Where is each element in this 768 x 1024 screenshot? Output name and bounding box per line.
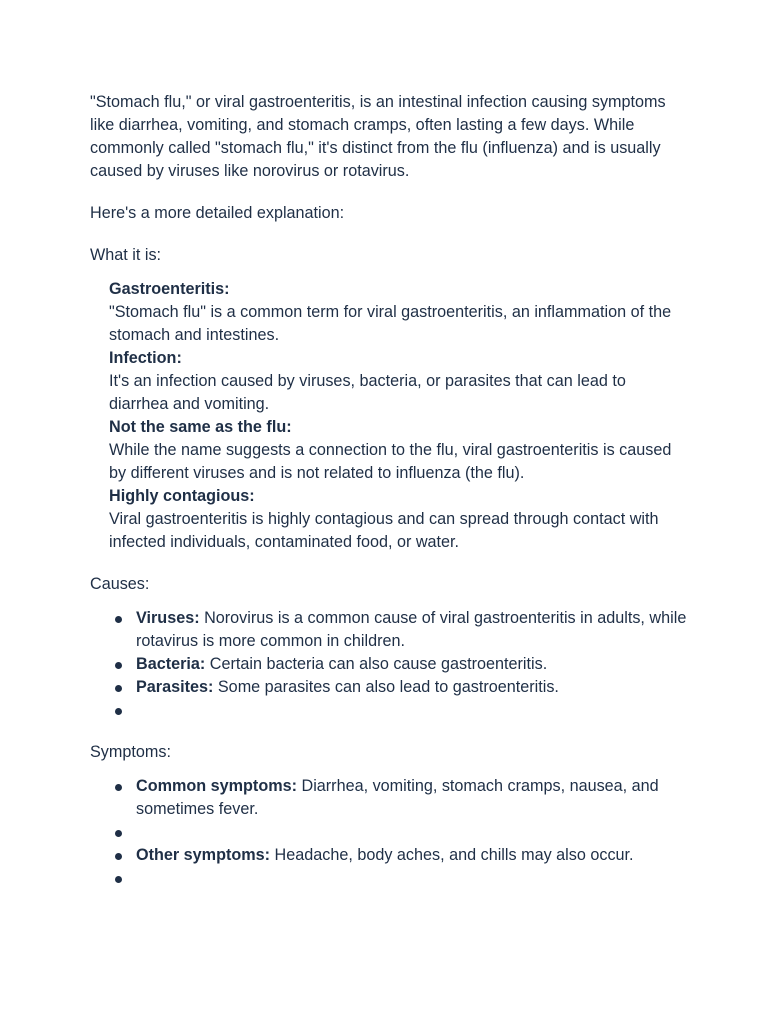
list-item bbox=[90, 844, 690, 867]
list-item-term: Parasites: bbox=[136, 678, 214, 696]
list-item-text: Headache, body aches, and chills may also occur. bbox=[270, 846, 634, 864]
list-item bbox=[90, 676, 690, 699]
list-item-empty bbox=[90, 821, 690, 844]
definition-description: Viral gastroenteritis is highly contagious and can spread through contact with infected individuals, contaminated food, or water. bbox=[109, 510, 659, 551]
definition-list bbox=[109, 278, 679, 554]
definition-description: It's an infection caused by viruses, bacteria, or parasites that can lead to diarrhea and vomiting. bbox=[109, 372, 626, 413]
symptoms-list bbox=[90, 775, 690, 890]
lead-paragraph: Here's a more detailed explanation: bbox=[90, 204, 345, 222]
list-item bbox=[90, 653, 690, 676]
section-heading-symptoms: Symptoms: bbox=[90, 743, 171, 761]
section-heading-causes: Causes: bbox=[90, 575, 150, 593]
list-item bbox=[90, 775, 690, 821]
list-item-term: Viruses: bbox=[136, 609, 200, 627]
definition-term: Infection: bbox=[109, 349, 182, 367]
definition-description: While the name suggests a connection to the flu, viral gastroenteritis is caused by different viruses and is not related to influenza (the flu). bbox=[109, 441, 672, 482]
list-item-text: Norovirus is a common cause of viral gastroenteritis in adults, while rotavirus is more common in children. bbox=[136, 609, 687, 650]
section-heading-what-it-is: What it is: bbox=[90, 246, 162, 264]
list-item-text: Some parasites can also lead to gastroenteritis. bbox=[213, 678, 559, 696]
intro-paragraph: "Stomach flu," or viral gastroenteritis, is an intestinal infection causing symptoms like diarrhea, vomiting, and stomach cramps, often lasting a few days. While commonly called "stomach flu," it's distinct from the flu (influenza) and is usually caused by viruses like norovirus or rotavirus. bbox=[90, 93, 666, 180]
list-item-term: Common symptoms: bbox=[136, 777, 297, 795]
list-item-text: Diarrhea, vomiting, stomach cramps, nausea, and sometimes fever. bbox=[136, 777, 659, 818]
list-item-term: Other symptoms: bbox=[136, 846, 271, 864]
definition-term: Not the same as the flu: bbox=[109, 418, 292, 436]
causes-list bbox=[90, 607, 690, 722]
list-item-empty bbox=[90, 699, 690, 722]
list-item-text: Certain bacteria can also cause gastroenteritis. bbox=[205, 655, 548, 673]
document-body bbox=[90, 91, 690, 909]
list-item-term: Bacteria: bbox=[136, 655, 206, 673]
definition-term: Gastroenteritis: bbox=[109, 280, 230, 298]
definition-term: Highly contagious: bbox=[109, 487, 255, 505]
list-item bbox=[90, 607, 690, 653]
definition-description: "Stomach flu" is a common term for viral gastroenteritis, an inflammation of the stomach and intestines. bbox=[109, 303, 672, 344]
list-item-empty bbox=[90, 867, 690, 890]
